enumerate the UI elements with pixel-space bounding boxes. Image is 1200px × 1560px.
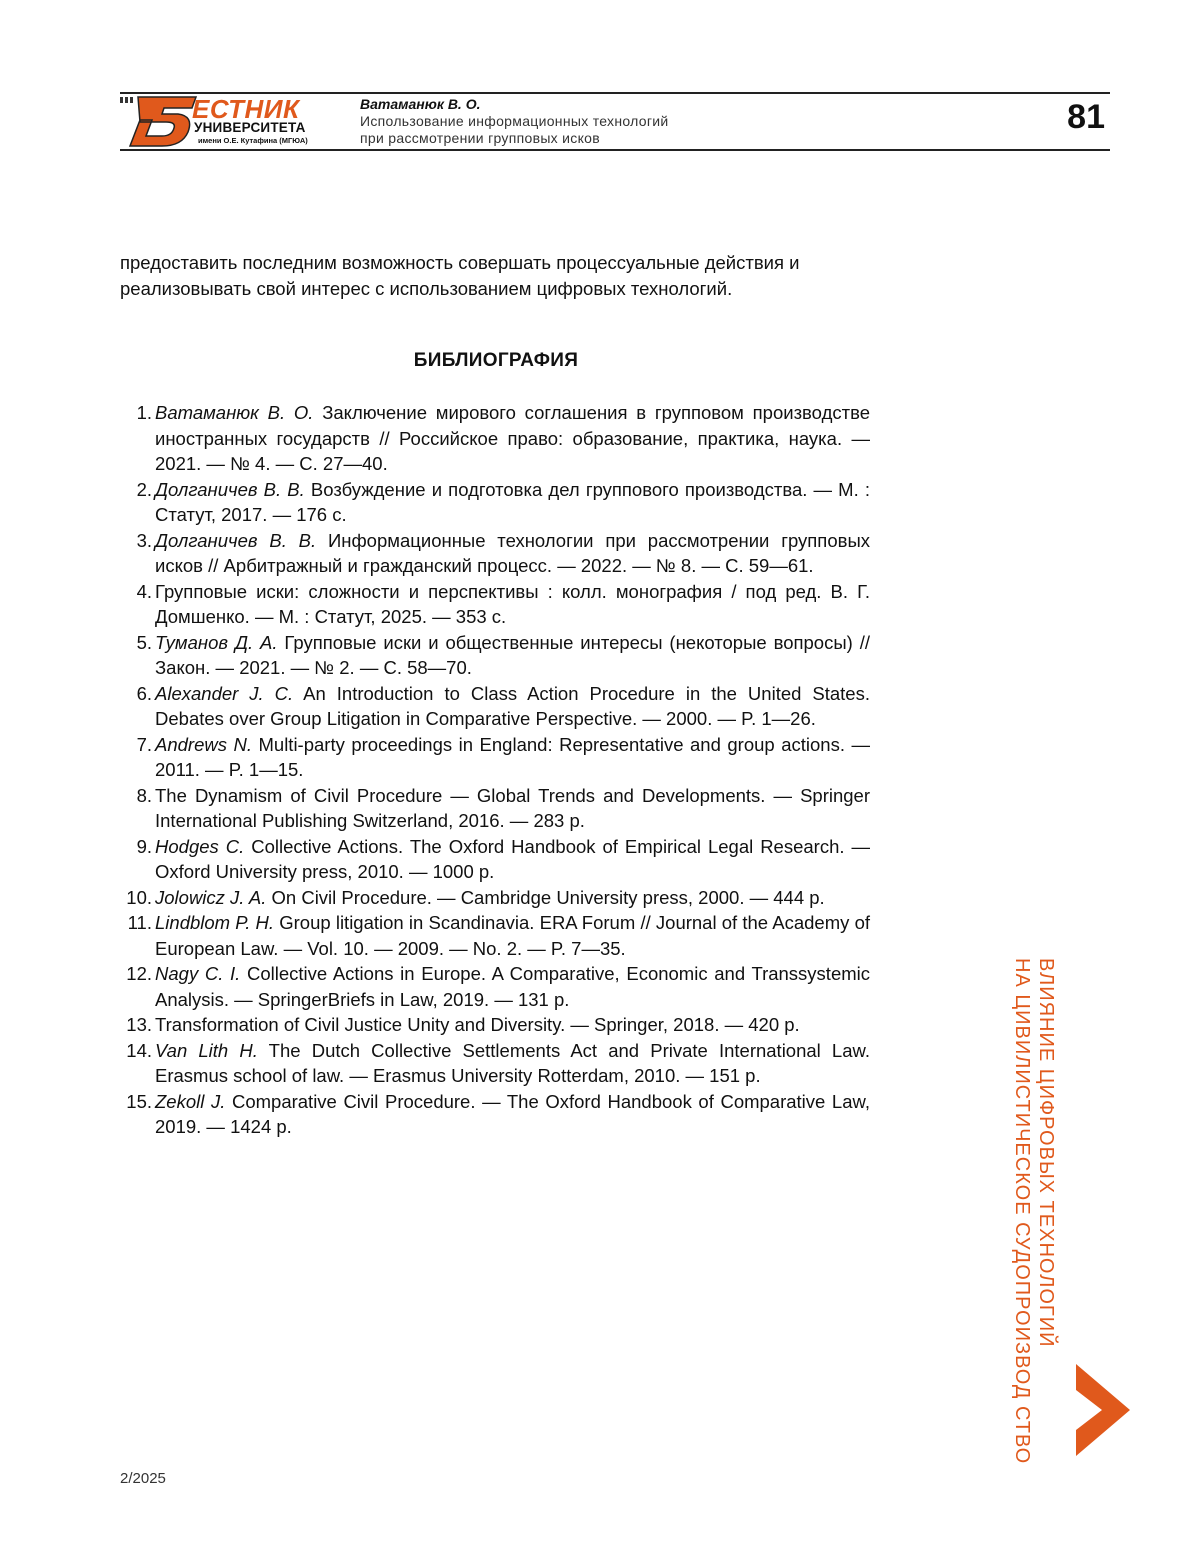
- running-head-title-line2: при рассмотрении групповых исков: [360, 130, 600, 146]
- section-rubric-line1: ВЛИЯНИЕ ЦИФРОВЫХ ТЕХНОЛОГИЙ: [1034, 958, 1058, 1464]
- reference-number: 12.: [120, 961, 152, 987]
- reference-item: [120, 400, 870, 477]
- reference-item: [120, 910, 870, 961]
- reference-number: 7.: [120, 732, 152, 758]
- logo-main-text: ЕСТНИК: [192, 94, 299, 125]
- reference-item: [120, 834, 870, 885]
- reference-text: Возбуждение и подготовка дел группового производства. — М. : Статут, 2017. — 176 с.: [155, 479, 870, 526]
- section-rubric: [1010, 958, 1058, 1464]
- journal-logo: [118, 94, 328, 148]
- reference-number: 2.: [120, 477, 152, 503]
- reference-item: [120, 1089, 870, 1140]
- reference-item: [120, 579, 870, 630]
- reference-number: 9.: [120, 834, 152, 860]
- reference-number: 14.: [120, 1038, 152, 1064]
- page-number: 81: [1067, 98, 1105, 137]
- reference-text: The Dutch Collective Settlements Act and Private International Law. Erasmus school of law. — Erasmus University Rotterdam, 2010. — 151 p.: [155, 1040, 870, 1087]
- reference-text: Comparative Civil Procedure. — The Oxford Handbook of Comparative Law, 2019. — 1424 p.: [155, 1091, 870, 1138]
- reference-text: On Civil Procedure. — Cambridge University press, 2000. — 444 p.: [266, 887, 824, 908]
- reference-text: An Introduction to Class Action Procedure in the United States. Debates over Group Litigation in Comparative Perspective. — 2000. — P. 1—26.: [155, 683, 870, 730]
- reference-text: Заключение мирового соглашения в групповом производстве иностранных государств // Российское право: образование, практика, наука. — 2021. — № 4. — С. 27—40.: [155, 402, 870, 474]
- reference-list: [120, 400, 870, 1140]
- reference-text: The Dynamism of Civil Procedure — Global Trends and Developments. — Springer International Publishing Switzerland, 2016. — 283 p.: [155, 785, 870, 832]
- reference-item: [120, 732, 870, 783]
- reference-item: [120, 477, 870, 528]
- reference-item: [120, 961, 870, 1012]
- reference-number: 1.: [120, 400, 152, 426]
- bibliography-heading: БИБЛИОГРАФИЯ: [120, 350, 872, 372]
- section-rubric-line2: НА ЦИВИЛИСТИЧЕСКОЕ СУДОПРОИЗВОД СТВО: [1010, 958, 1034, 1464]
- issue-number: 2/2025: [120, 1470, 166, 1487]
- reference-item: [120, 630, 870, 681]
- reference-item: [120, 783, 870, 834]
- reference-author: Zekoll J.: [155, 1091, 225, 1112]
- reference-text: Transformation of Civil Justice Unity and Diversity. — Springer, 2018. — 420 p.: [155, 1014, 800, 1035]
- reference-number: 3.: [120, 528, 152, 554]
- reference-author: Lindblom P. H.: [155, 912, 274, 933]
- reference-author: Van Lith H.: [155, 1040, 258, 1061]
- reference-number: 4.: [120, 579, 152, 605]
- reference-text: Групповые иски: сложности и перспективы : колл. монография / под ред. В. Г. Домшенко. — М. : Статут, 2025. — 353 с.: [155, 581, 870, 628]
- reference-text: Group litigation in Scandinavia. ERA Forum // Journal of the Academy of European Law. — Vol. 10. — 2009. — No. 2. — P. 7—35.: [155, 912, 870, 959]
- reference-item: [120, 528, 870, 579]
- reference-number: 10.: [120, 885, 152, 911]
- logo-tiny-text: имени О.Е. Кутафина (МГЮА): [198, 136, 308, 145]
- reference-author: Nagy C. I.: [155, 963, 240, 984]
- reference-number: 15.: [120, 1089, 152, 1115]
- header-bottom-rule: [120, 149, 1110, 151]
- reference-author: Hodges C.: [155, 836, 244, 857]
- reference-number: 11.: [120, 910, 152, 936]
- reference-author: Туманов Д. А.: [155, 632, 278, 653]
- reference-text: Информационные технологии при рассмотрении групповых исков // Арбитражный и гражданский процесс. — 2022. — № 8. — С. 59—61.: [155, 530, 870, 577]
- running-head-author: Ватаманюк В. О.: [360, 96, 481, 112]
- reference-number: 6.: [120, 681, 152, 707]
- arrow-right-icon: [1070, 1360, 1134, 1460]
- intro-paragraph: предоставить последним возможность совершать процессуальные действия и реализовывать свой интерес с использованием цифровых технологий.: [120, 250, 872, 302]
- reference-item: [120, 1012, 870, 1038]
- reference-number: 8.: [120, 783, 152, 809]
- reference-author: Andrews N.: [155, 734, 252, 755]
- reference-text: Групповые иски и общественные интересы (некоторые вопросы) // Закон. — 2021. — № 2. — С. 58—70.: [155, 632, 870, 679]
- reference-author: Jolowicz J. A.: [155, 887, 266, 908]
- logo-sub-text: УНИВЕРСИТЕТА: [194, 120, 306, 135]
- reference-item: [120, 681, 870, 732]
- running-head-title-line1: Использование информационных технологий: [360, 113, 669, 129]
- reference-text: Collective Actions. The Oxford Handbook of Empirical Legal Research. — Oxford University press, 2010. — 1000 p.: [155, 836, 870, 883]
- reference-text: Multi-party proceedings in England: Representative and group actions. — 2011. — P. 1—15.: [155, 734, 870, 781]
- reference-author: Ватаманюк В. О.: [155, 402, 313, 423]
- reference-item: [120, 885, 870, 911]
- reference-number: 5.: [120, 630, 152, 656]
- reference-author: Alexander J. C.: [155, 683, 293, 704]
- reference-author: Долганичев В. В.: [155, 530, 316, 551]
- reference-item: [120, 1038, 870, 1089]
- reference-text: Collective Actions in Europe. A Comparative, Economic and Transsystemic Analysis. — SpringerBriefs in Law, 2019. — 131 p.: [155, 963, 870, 1010]
- reference-number: 13.: [120, 1012, 152, 1038]
- reference-author: Долганичев В. В.: [155, 479, 305, 500]
